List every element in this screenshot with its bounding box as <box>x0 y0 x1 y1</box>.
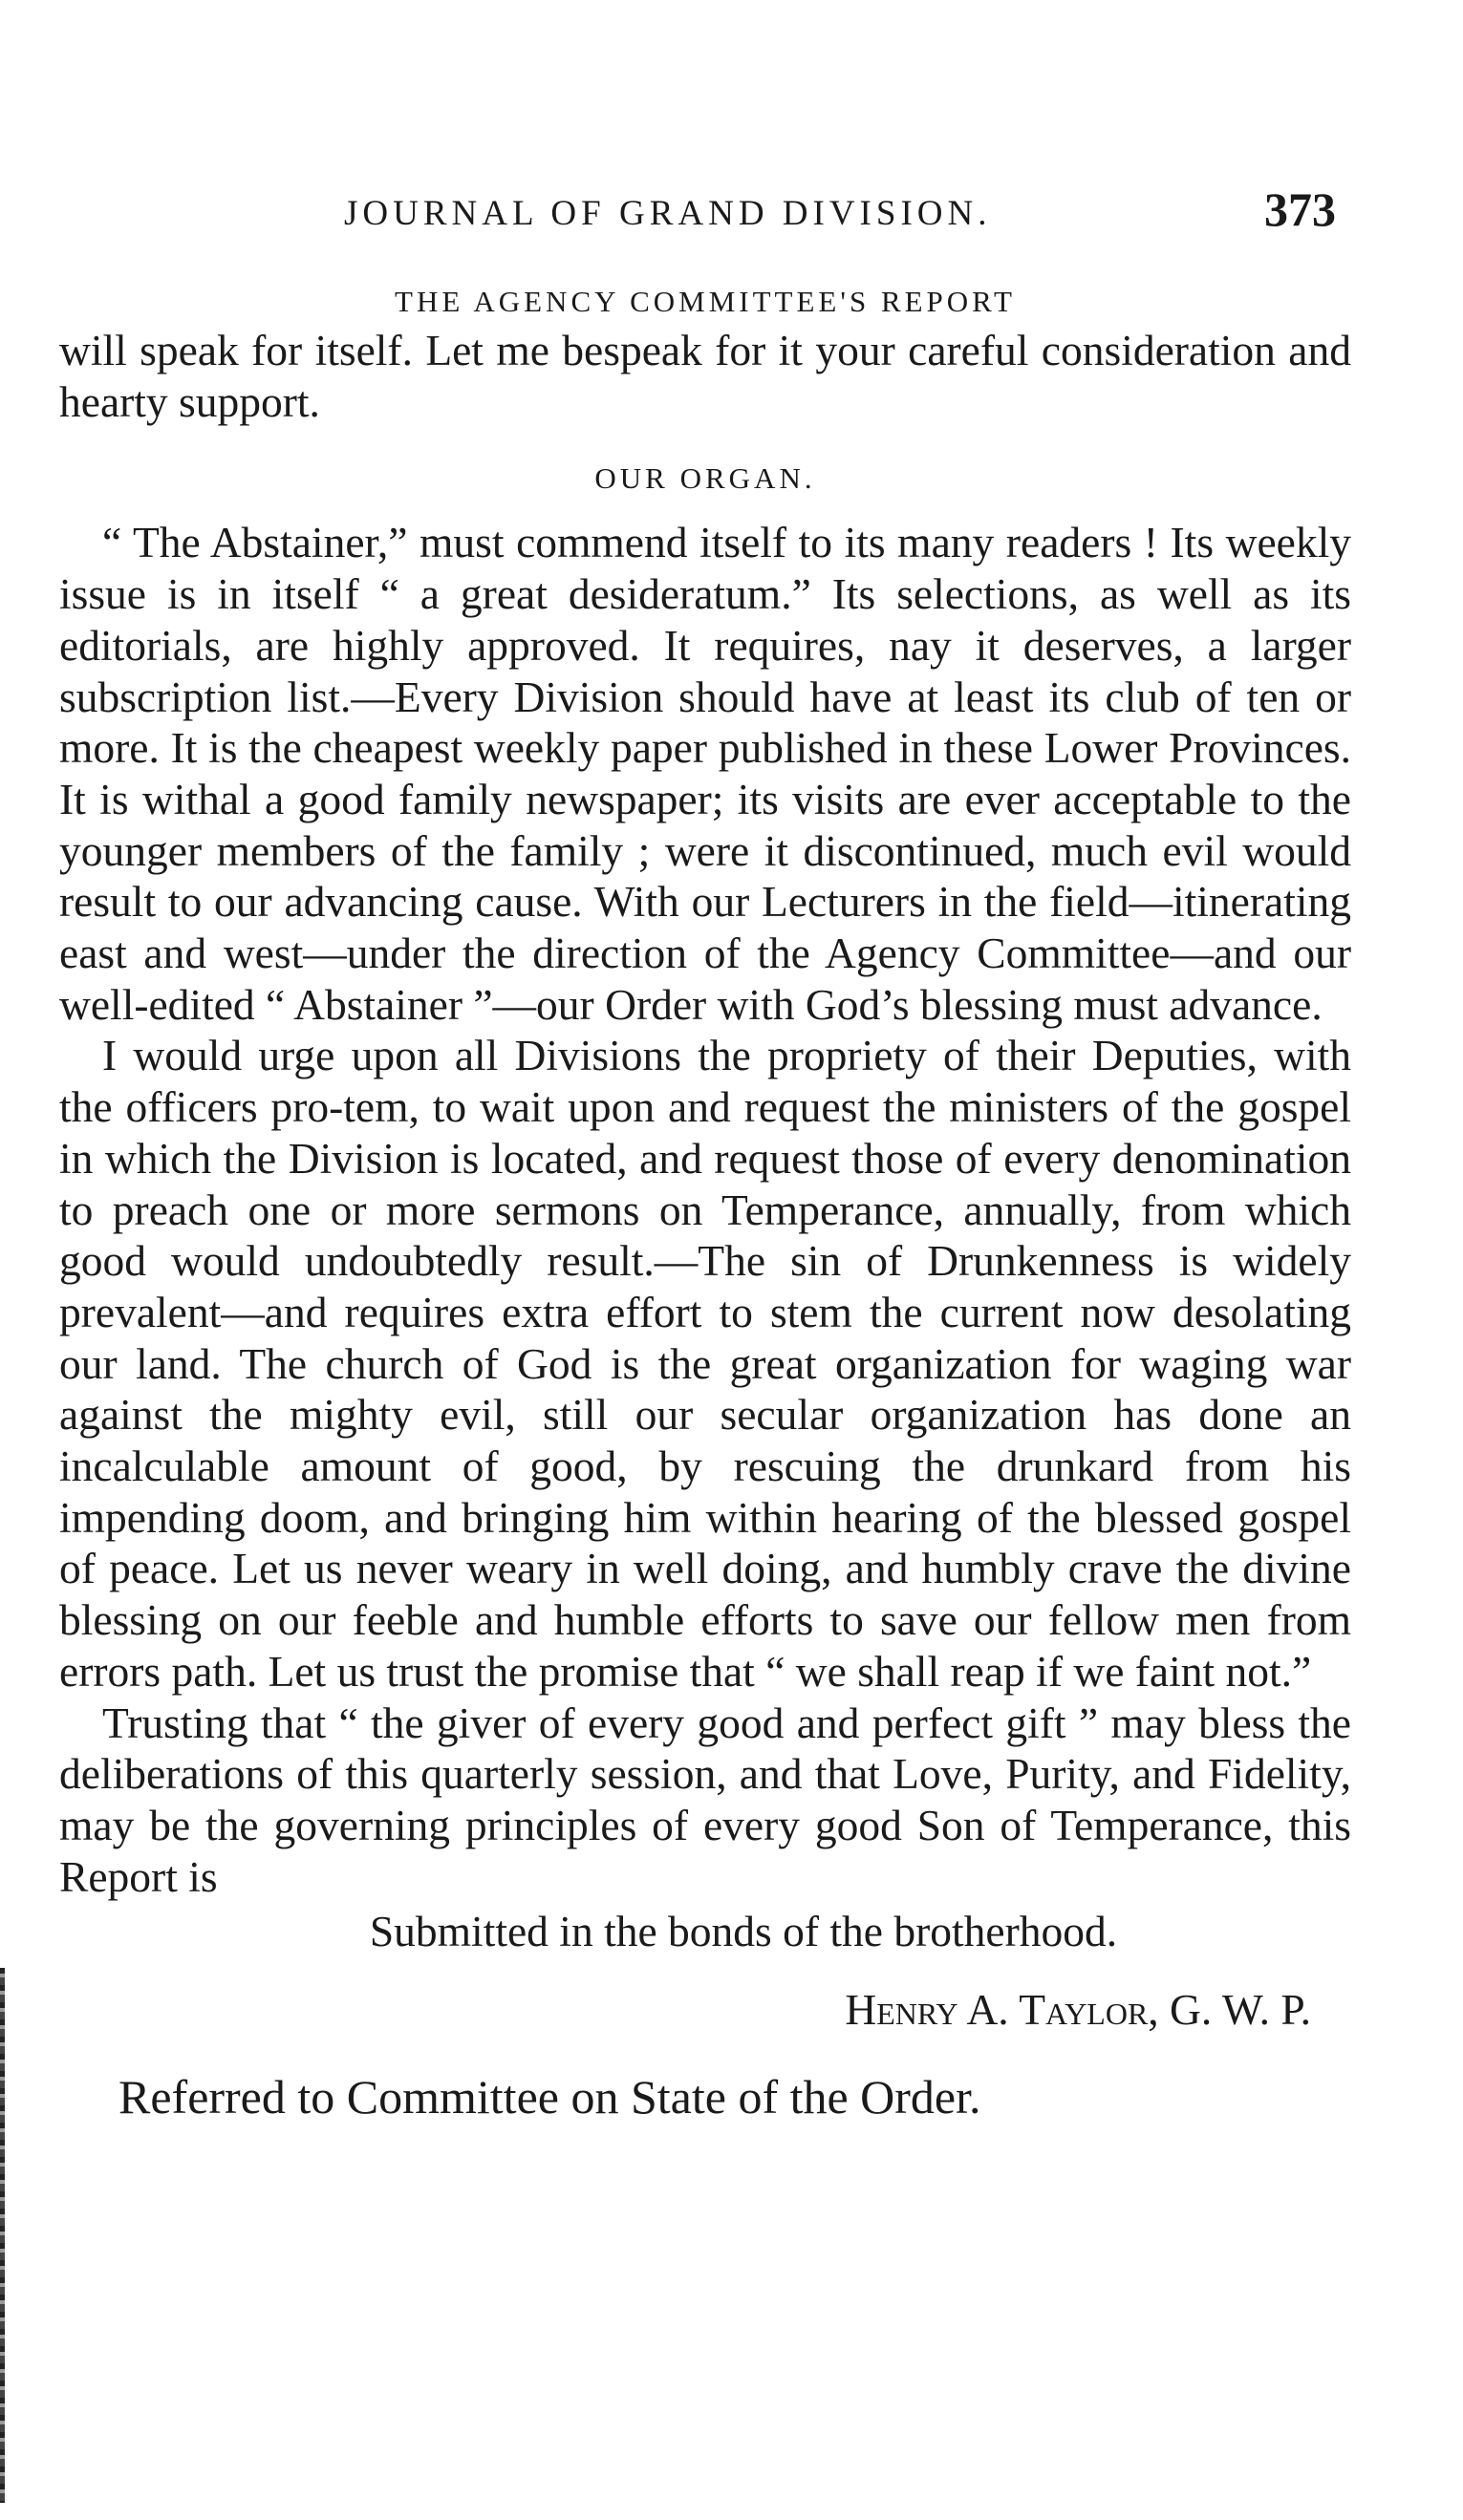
page-number: 373 <box>1264 182 1336 236</box>
section-heading-our-organ: OUR ORGAN. <box>594 461 816 496</box>
agency-committee-heading: THE AGENCY COMMITTEE'S REPORT <box>395 285 1016 318</box>
referral-note: Referred to Committee on State of the Order. <box>118 2069 981 2124</box>
signature: Henry A. Taylor, G. W. P. <box>845 1985 1311 2035</box>
paragraph-abstainer: “ The Abstainer,” must commend itself to its many readers ! Its weekly issue is in itself “ a great desideratum.” Its selections, as well as its editorials, are highly approved. It requires, nay it deserves, a larger subscription list.—Every Division should have at least its club of ten or more. It is the cheapest weekly paper published in these Lower Provinces. It is withal a good family newspaper; its visits are ever acceptable to the younger members of the family ; were it discontinued, much evil would result to our advancing cause. With our Lecturers in the field—itinerating east and west—under the direction of the Agency Committee—and our well-edited “ Abstainer ”—our Order with God’s blessing must advance. <box>59 518 1351 1029</box>
scan-edge-shadow <box>0 1968 5 2503</box>
running-head <box>59 182 1351 258</box>
document-page <box>59 182 1351 2125</box>
paragraph-trusting: Trusting that “ the giver of every good and perfect gift ” may bless the deliberations of this quarterly session, and that Love, Purity, and Fidelity, may be the governing principles of every good Son of Temperance, this Report is <box>59 1698 1351 1901</box>
closing-line: Submitted in the bonds of the brotherhood. <box>369 1907 1118 1956</box>
paragraph-temperance-sermons: I would urge upon all Divisions the propriety of their Deputies, with the officers pro-tem, to wait upon and request the ministers of the gospel in which the Division is located, and request those of every denomination to preach one or more sermons on Temperance, annually, from which good would undoubtedly result.—The sin of Drunkenness is widely prevalent—and requires extra effort to stem the current now desolating our land. The church of God is the great organization for waging war against the mighty evil, still our secular organization has done an incalculable amount of good, by rescuing the drunkard from his impending doom, and bringing him within hearing of the blessed gospel of peace. Let us never weary in well doing, and humbly crave the divine blessing on our feeble and humble efforts to save our fellow men from errors path. Let us trust the promise that “ we shall reap if we faint not.” <box>59 1031 1351 1696</box>
running-title: JOURNAL OF GRAND DIVISION. <box>344 194 992 233</box>
paragraph-continuation: will speak for itself. Let me bespeak for it your careful consideration and hearty support. <box>59 326 1351 426</box>
